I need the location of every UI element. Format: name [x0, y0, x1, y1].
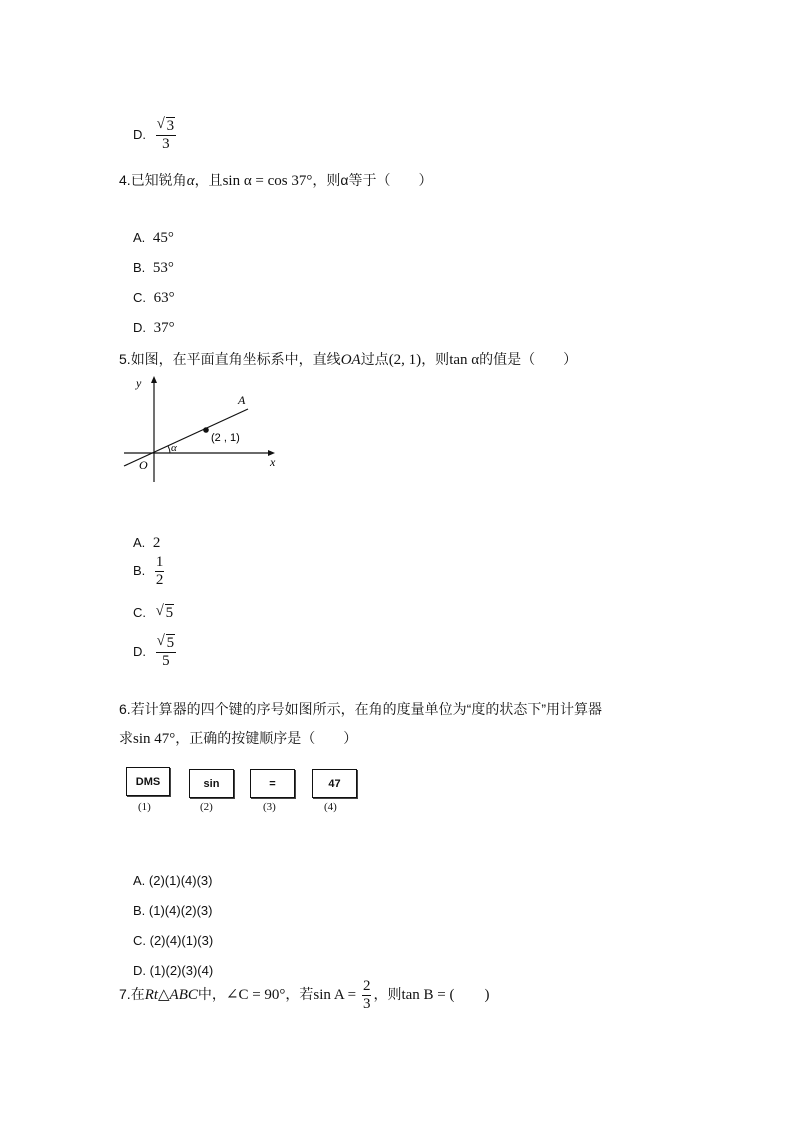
origin-label: O — [139, 458, 148, 472]
triangle-name: Rt△ABC — [144, 987, 198, 1004]
one-half — [155, 554, 165, 589]
key-label-1: (1) — [138, 801, 151, 813]
alpha-symbol: α — [186, 173, 195, 189]
q6-option-d[interactable] — [133, 963, 213, 978]
option-letter: C. — [133, 933, 146, 948]
y-axis-arrow — [151, 376, 157, 383]
tan-alpha: tan α — [449, 352, 480, 368]
q4-option-d[interactable] — [133, 320, 175, 337]
angle-arc — [168, 446, 170, 453]
question-5-stem — [119, 349, 577, 369]
option-letter: D. — [133, 126, 146, 142]
option-letter: A. — [133, 230, 146, 245]
option-value: (1)(4)(2)(3) — [148, 903, 213, 918]
key-equals: = — [250, 769, 295, 798]
question-7-stem — [119, 978, 490, 1013]
numerator: 2 — [362, 978, 371, 994]
point-coord-label: (2 , 1) — [211, 432, 240, 444]
stem-text: ，则 — [373, 986, 402, 1003]
question-6-stem-line2 — [119, 728, 357, 748]
option-letter: B. — [133, 903, 146, 918]
question-number: 5. — [119, 351, 131, 367]
stem-text: ，正确的按键顺序是（ ） — [175, 730, 358, 746]
option-letter: C. — [133, 605, 146, 620]
q6-option-c[interactable] — [133, 933, 213, 948]
option-value: 2 — [152, 535, 161, 551]
coordinate-figure — [118, 372, 288, 490]
radicand: 5 — [166, 635, 175, 651]
q5-option-b[interactable] — [133, 554, 164, 589]
radicand: 5 — [165, 605, 174, 621]
stem-text: ，则 — [421, 351, 450, 367]
stem-text: 过点 — [360, 351, 389, 367]
q6-option-b[interactable] — [133, 903, 212, 918]
stem-text: 若计算器的四个键的序号如图所示，在角的度量单位为“度的状态下”用计算器 — [130, 701, 603, 717]
q4-option-c[interactable] — [133, 290, 175, 307]
option-letter: D. — [133, 643, 146, 659]
option-value: 53° — [152, 260, 174, 276]
angle-c: ∠C = 90° — [225, 987, 286, 1004]
alpha-label: α — [171, 442, 177, 454]
option-value: 63° — [153, 290, 175, 306]
sqrt5: √ 5 — [155, 603, 174, 621]
key-label-4: (4) — [324, 801, 337, 813]
radicand: 3 — [166, 118, 175, 134]
question-6-stem-line1 — [119, 699, 602, 719]
q5-option-c[interactable] — [133, 605, 174, 622]
option-letter: B. — [133, 260, 146, 275]
question-4-stem — [119, 170, 432, 190]
stem-text: ，且 — [194, 172, 223, 188]
stem-text: 在 — [130, 986, 145, 1003]
sqrt3-over-3: √ 3 3 — [156, 116, 175, 152]
option-letter: D. — [133, 320, 146, 335]
stem-text: 求 — [119, 730, 133, 746]
question-number: 4. — [119, 172, 131, 188]
q6-option-a[interactable] — [133, 873, 212, 888]
key-label-3: (3) — [263, 801, 276, 813]
y-axis-label: y — [136, 376, 142, 390]
q4-option-a[interactable] — [133, 230, 174, 247]
stem-text: 的值是（ ） — [479, 351, 578, 367]
point-marker — [203, 427, 209, 433]
point-a-label: A — [238, 393, 246, 407]
option-value: (2)(4)(1)(3) — [149, 933, 214, 948]
numerator: 1 — [155, 554, 164, 570]
stem-text: 已知锐角 — [130, 172, 187, 188]
equation: sin α = cos 37° — [222, 173, 313, 189]
q4-option-b[interactable] — [133, 260, 174, 277]
key-47: 47 — [312, 769, 357, 798]
q5-option-d[interactable] — [133, 635, 176, 670]
key-dms: DMS — [126, 767, 170, 796]
q5-option-a[interactable] — [133, 535, 160, 552]
sin-a: sin A = — [313, 987, 357, 1004]
line-oa: OA — [340, 352, 361, 368]
stem-text: ，则 — [312, 172, 341, 188]
sqrt5-over-5: √ 5 5 — [156, 633, 175, 669]
x-axis-label: x — [270, 455, 276, 469]
option-letter: A. — [133, 535, 146, 550]
point-coord: (2, 1) — [388, 352, 422, 368]
option-value: (2)(1)(4)(3) — [148, 873, 213, 888]
denominator: 2 — [155, 572, 164, 588]
question-number: 6. — [119, 701, 131, 717]
key-label-2: (2) — [200, 801, 213, 813]
q3-option-d[interactable] — [133, 118, 176, 153]
denominator: 3 — [362, 996, 371, 1012]
option-letter: D. — [133, 963, 146, 978]
key-sin: sin — [189, 769, 234, 798]
denominator: 3 — [162, 136, 170, 152]
stem-text: 如图，在平面直角坐标系中，直线 — [130, 351, 341, 367]
tan-b: tan B = ( ) — [401, 987, 490, 1004]
option-value: 45° — [152, 230, 174, 246]
option-letter: A. — [133, 873, 146, 888]
sin-47: sin 47° — [133, 731, 176, 747]
stem-text: ，若 — [285, 986, 314, 1003]
question-number: 7. — [119, 986, 131, 1003]
option-value: (1)(2)(3)(4) — [149, 963, 214, 978]
option-letter: C. — [133, 290, 146, 305]
stem-text: α等于（ ） — [340, 172, 433, 188]
stem-text: 中， — [197, 986, 226, 1003]
option-letter: B. — [133, 562, 146, 578]
denominator: 5 — [162, 653, 170, 669]
two-thirds — [362, 978, 372, 1013]
option-value: 37° — [153, 320, 175, 336]
